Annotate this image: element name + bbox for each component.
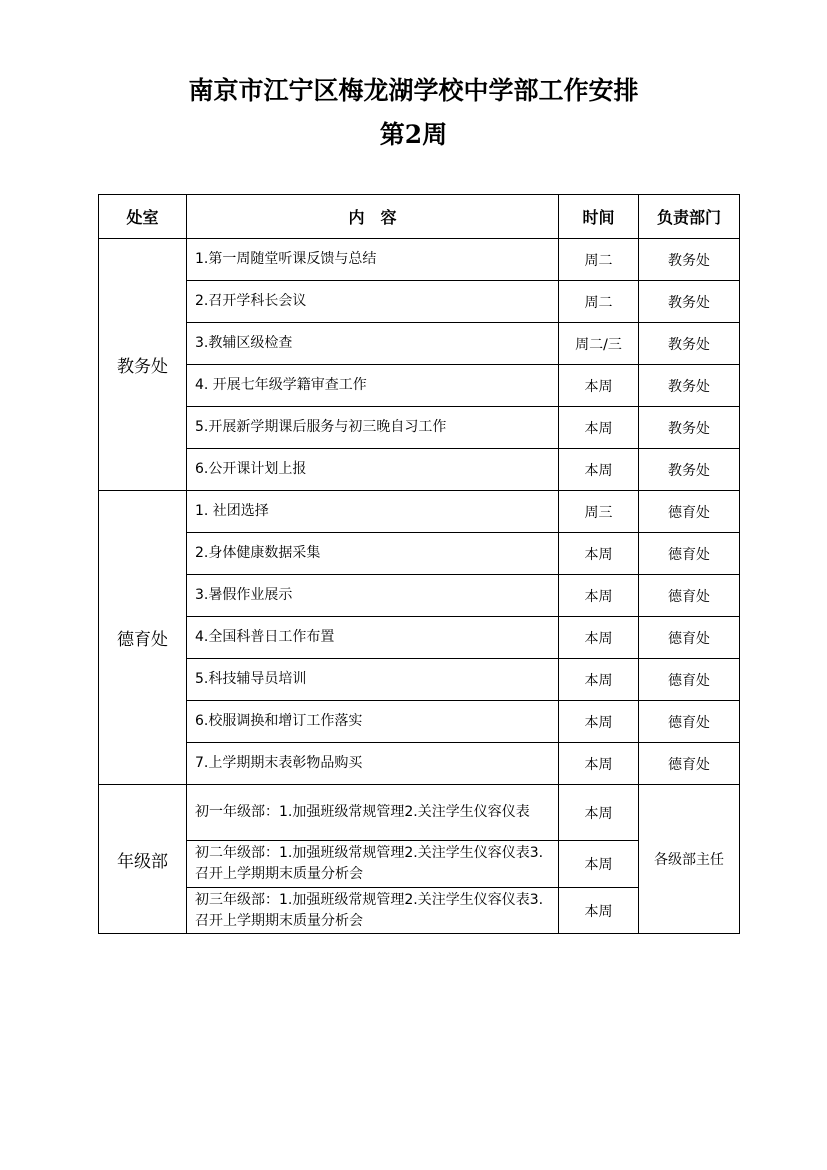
time-cell: 本周 — [559, 785, 639, 841]
table-row — [99, 743, 740, 785]
table-row — [99, 617, 740, 659]
week-title: 第2周 — [379, 120, 448, 149]
time-cell: 本周 — [559, 701, 639, 743]
time-cell: 周二 — [559, 239, 639, 281]
responsible-cell-grade: 各级部主任 — [639, 785, 740, 934]
time-cell: 周二/三 — [559, 323, 639, 365]
responsible-cell: 教务处 — [639, 239, 740, 281]
responsible-cell: 教务处 — [639, 365, 740, 407]
header-time: 时间 — [559, 195, 639, 239]
time-cell: 本周 — [559, 407, 639, 449]
content-cell: 6.校服调换和增订工作落实 — [187, 701, 559, 743]
responsible-cell: 德育处 — [639, 533, 740, 575]
content-cell: 初二年级部：1.加强班级常规管理2.关注学生仪容仪表3.召开上学期期末质量分析会 — [187, 841, 559, 888]
content-cell: 6.公开课计划上报 — [187, 449, 559, 491]
time-cell: 周三 — [559, 491, 639, 533]
content-cell: 3.教辅区级检查 — [187, 323, 559, 365]
content-cell: 5.开展新学期课后服务与初三晚自习工作 — [187, 407, 559, 449]
table-row — [99, 575, 740, 617]
content-cell: 1. 社团选择 — [187, 491, 559, 533]
time-cell: 本周 — [559, 449, 639, 491]
schedule-table — [98, 194, 740, 934]
time-cell: 本周 — [559, 888, 639, 934]
content-cell: 初一年级部：1.加强班级常规管理2.关注学生仪容仪表 — [187, 785, 559, 841]
responsible-cell: 德育处 — [639, 701, 740, 743]
time-cell: 本周 — [559, 743, 639, 785]
content-cell: 3.暑假作业展示 — [187, 575, 559, 617]
responsible-cell: 德育处 — [639, 743, 740, 785]
table-row — [99, 701, 740, 743]
content-cell: 2.召开学科长会议 — [187, 281, 559, 323]
table-row — [99, 659, 740, 701]
responsible-cell: 德育处 — [639, 617, 740, 659]
dept-cell-academic: 教务处 — [99, 239, 187, 491]
content-cell: 4.全国科普日工作布置 — [187, 617, 559, 659]
table-row — [99, 449, 740, 491]
table-row — [99, 785, 740, 841]
time-cell: 本周 — [559, 841, 639, 888]
time-cell: 周二 — [559, 281, 639, 323]
time-cell: 本周 — [559, 533, 639, 575]
content-cell: 5.科技辅导员培训 — [187, 659, 559, 701]
time-cell: 本周 — [559, 365, 639, 407]
content-cell: 7.上学期期末表彰物品购买 — [187, 743, 559, 785]
content-cell: 1.第一周随堂听课反馈与总结 — [187, 239, 559, 281]
header-responsible: 负责部门 — [639, 195, 740, 239]
responsible-cell: 德育处 — [639, 659, 740, 701]
time-cell: 本周 — [559, 575, 639, 617]
header-dept: 处室 — [99, 195, 187, 239]
content-cell: 初三年级部：1.加强班级常规管理2.关注学生仪容仪表3.召开上学期期末质量分析会 — [187, 888, 559, 934]
dept-cell-moral: 德育处 — [99, 491, 187, 785]
table-row — [99, 491, 740, 533]
table-row — [99, 533, 740, 575]
time-cell: 本周 — [559, 617, 639, 659]
responsible-cell: 德育处 — [639, 491, 740, 533]
table-row — [99, 281, 740, 323]
responsible-cell: 教务处 — [639, 407, 740, 449]
responsible-cell: 教务处 — [639, 449, 740, 491]
responsible-cell: 教务处 — [639, 281, 740, 323]
dept-cell-grade: 年级部 — [99, 785, 187, 934]
table-row — [99, 239, 740, 281]
table-row — [99, 407, 740, 449]
responsible-cell: 德育处 — [639, 575, 740, 617]
header-content: 内 容 — [187, 195, 559, 239]
header-row — [99, 195, 740, 239]
time-cell: 本周 — [559, 659, 639, 701]
content-cell: 2.身体健康数据采集 — [187, 533, 559, 575]
content-cell: 4. 开展七年级学籍审查工作 — [187, 365, 559, 407]
responsible-cell: 教务处 — [639, 323, 740, 365]
table-row — [99, 323, 740, 365]
page-title: 南京市江宁区梅龙湖学校中学部工作安排 — [188, 76, 639, 105]
table-row — [99, 365, 740, 407]
